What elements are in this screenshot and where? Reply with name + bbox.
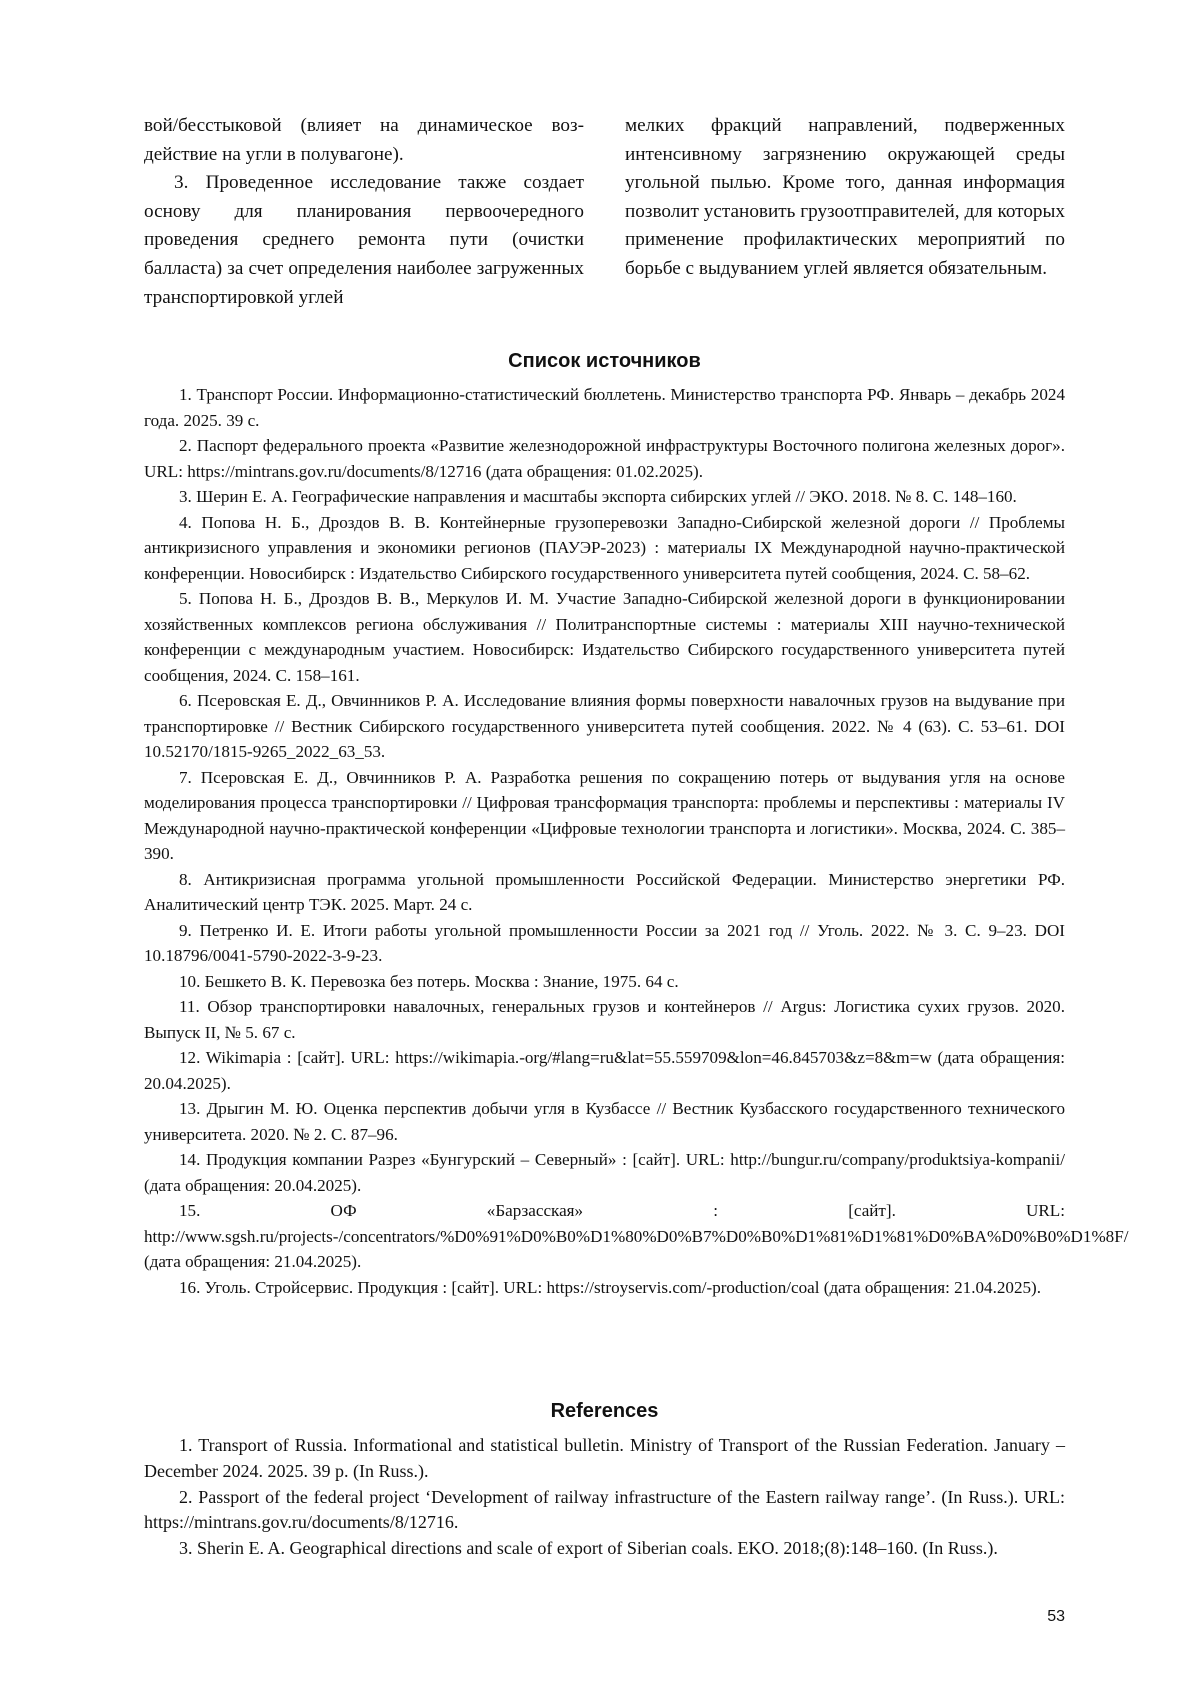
body-column-left bbox=[144, 112, 584, 312]
page-number: 53 bbox=[1040, 1608, 1065, 1626]
sources-heading: Список источников bbox=[144, 348, 1065, 374]
sources-list bbox=[144, 382, 1065, 1300]
source-item: 2. Паспорт федерального проекта «Развитие железнодорожной инфраструктуры Восточного полигона же­лезных дорог». URL: https://mintrans.gov.ru/documents/8/12716 (дата обращения: 01.02.2025). bbox=[144, 433, 1065, 484]
body-paragraph: мелких фракций направлений, подверженных интенсивному загрязнению окружающей среды угольной пылью. Кроме того, данная информация позволит установить грузоотпра­вителей, для которых применение профилак­тических мероприятий по борьбе с выдува­нием углей является обязательным. bbox=[625, 112, 1065, 284]
body-columns bbox=[144, 112, 1065, 312]
source-item: 4. Попова Н. Б., Дроздов В. В. Контейнерные грузоперевозки Западно-Сибирской железной дороги // Про­блемы антикризисного управления и экономики регионов (ПАУЭР-2023) : материалы IX Международной научно-практической конференции. Новосибирск : Издательство Сибирского государственного университета путей сообщения, 2024. С. 58–62. bbox=[144, 510, 1065, 587]
source-item: 1. Транспорт России. Информационно-статистический бюллетень. Министерство транспорта РФ. Январь – декабрь 2024 года. 2025. 39 с. bbox=[144, 382, 1065, 433]
source-item: 9. Петренко И. Е. Итоги работы угольной промышленности России за 2021 год // Уголь. 2022. № 3. С. 9–23. DOI 10.18796/0041-5790-2022-3-9-23. bbox=[144, 918, 1065, 969]
source-item: 5. Попова Н. Б., Дроздов В. В., Меркулов И. М. Участие Западно-Сибирской железной дороги в функцио­нировании хозяйственных комплексов региона обслуживания // Политранспортные системы : материалы XIII научно-технической конференции с международным участием. Новосибирск: Издательство Сибирского госу­дарственного университета путей сообщения, 2024. С. 158–161. bbox=[144, 586, 1065, 688]
source-item: 7. Псеровская Е. Д., Овчинников Р. А. Разработка решения по сокращению потерь от выдувания угля на основе моделирования процесса транспортировки // Цифровая трансформация транспорта: проблемы и пер­спективы : материалы IV Международной научно-практической конференции «Цифровые технологии транс­порта и логистики». Москва, 2024. С. 385–390. bbox=[144, 765, 1065, 867]
source-item: 15. ОФ «Барзасская» : [сайт]. URL: http://www.sgsh.ru/projects-/concentrators/%D0%91%D0%B0%D1%80%D0%B7%D0%B0%D1%81%D1%81%D0%BA%D0%B0%D1%8F/ (дата обращения: 21.04.2025). bbox=[144, 1198, 1065, 1275]
document-page bbox=[0, 0, 1200, 1697]
body-paragraph: вой/бесстыковой (влияет на динамическое воз­действие на угли в полувагоне). bbox=[144, 112, 584, 169]
source-item: 3. Шерин Е. А. Географические направления и масштабы экспорта сибирских углей // ЭКО. 2018. № 8. С. 148–160. bbox=[144, 484, 1065, 510]
source-item: 13. Дрыгин М. Ю. Оценка перспектив добычи угля в Кузбассе // Вестник Кузбасского государственного технического университета. 2020. № 2. С. 87–96. bbox=[144, 1096, 1065, 1147]
body-paragraph: 3. Проведенное исследование также со­здает основу для планирования первоочеред­ного проведения среднего ремонта пути (очистки балласта) за счет определения наибо­лее загруженных транспортировкой углей bbox=[144, 169, 584, 312]
body-column-right bbox=[625, 112, 1065, 312]
reference-item: 1. Transport of Russia. Informational and statistical bulletin. Ministry of Transport of the Russian Federation. January – December 2024. 2025. 39 p. (In Russ.). bbox=[144, 1433, 1065, 1485]
source-item: 12. Wikimapia : [сайт]. URL: https://wikimapia.-org/#lang=ru&lat=55.559709&lon=46.845703&z=8&m=w (дата обращения: 20.04.2025). bbox=[144, 1045, 1065, 1096]
source-item: 16. Уголь. Стройсервис. Продукция : [сайт]. URL: https://stroyservis.com/-production/coal (дата обращения: 21.04.2025). bbox=[144, 1275, 1065, 1301]
references-heading: References bbox=[144, 1398, 1065, 1424]
reference-item: 3. Sherin E. A. Geographical directions and scale of export of Siberian coals. EKO. 2018;(8):148–160. (In Russ.). bbox=[144, 1536, 1065, 1562]
source-item: 8. Антикризисная программа угольной промышленности Российской Федерации. Министерство энерге­тики РФ. Аналитический центр ТЭК. 2025. Март. 24 с. bbox=[144, 867, 1065, 918]
source-item: 11. Обзор транспортировки навалочных, генеральных грузов и контейнеров // Argus: Логистика сухих гру­зов. 2020. Выпуск II, № 5. 67 с. bbox=[144, 994, 1065, 1045]
source-item: 14. Продукция компании Разрез «Бунгурский – Северный» : [сайт]. URL: http://bungur.ru/company/produk­tsiya-kompanii/ (дата обращения: 20.04.2025). bbox=[144, 1147, 1065, 1198]
reference-item: 2. Passport of the federal project ‘Development of railway infrastructure of the Eastern railway range’. (In Russ.). URL: https://mintrans.gov.ru/documents/8/12716. bbox=[144, 1485, 1065, 1537]
source-item: 10. Бешкето В. К. Перевозка без потерь. Москва : Знание, 1975. 64 с. bbox=[144, 969, 1065, 995]
references-list bbox=[144, 1433, 1065, 1562]
source-item: 6. Псеровская Е. Д., Овчинников Р. А. Исследование влияния формы поверхности навалочных грузов на выдувание при транспортировке // Вестник Сибирского государственного университета путей сообщения. 2022. № 4 (63). С. 53–61. DOI 10.52170/1815-9265_2022_63_53. bbox=[144, 688, 1065, 765]
